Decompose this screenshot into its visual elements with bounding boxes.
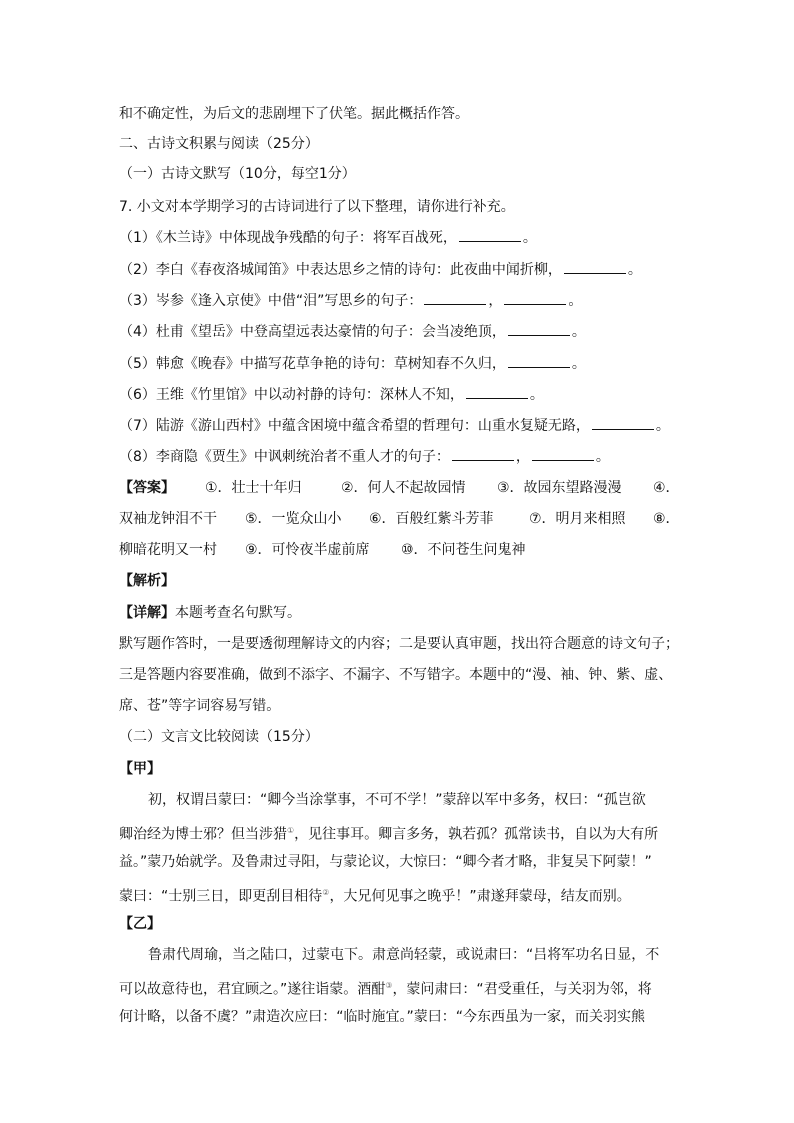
- answer-blank[interactable]: [424, 292, 486, 305]
- passage-label-yi: 【乙】: [119, 916, 161, 932]
- question-stem: 7. 小文对本学期学习的古诗词进行了以下整理，请你进行补充。: [119, 199, 515, 215]
- analysis-label: 【解析】: [119, 573, 175, 589]
- item-sep: ，: [488, 293, 503, 309]
- answer-label: 【答案】: [119, 480, 175, 496]
- passage-line: [119, 821, 658, 845]
- passage-text: 蒙曰：“士别三日，即更刮目相待: [119, 888, 323, 905]
- answer-blank[interactable]: [459, 229, 521, 242]
- passage-line: 鲁肃代周瑜，当之陆口，过蒙屯下。肃意尚轻蒙，或说肃曰：“吕将军功名日显，不: [148, 947, 660, 963]
- passage-text: ，大兄何见事之晚乎！”肃遂拜蒙母，结友而别。: [329, 888, 631, 905]
- list-item: [119, 291, 582, 311]
- answer-item: 双袖龙钟泪不干: [119, 511, 217, 527]
- passage-line: 初，权谓吕蒙曰：“卿今当涂掌事，不可不学！”蒙辞以军中多务，权曰：“孤岂欲: [148, 792, 646, 808]
- answer-blank[interactable]: [508, 323, 570, 336]
- answer-item: ⑦．明月来相照: [529, 511, 626, 527]
- detail-text: 本题考查名句默写。: [175, 605, 301, 621]
- item-end: 。: [655, 418, 670, 434]
- item-end: 。: [568, 293, 583, 309]
- answer-blank[interactable]: [504, 292, 566, 305]
- answer-blank[interactable]: [532, 448, 594, 461]
- detail-label: 【详解】: [119, 605, 175, 621]
- item-text: （5）韩愈《晚春》中描写花草争艳的诗句：草树知春不久归，: [119, 356, 506, 372]
- detail-line: [119, 603, 301, 623]
- item-text: （3）岑参《逢入京使》中借“泪”写思乡的句子：: [119, 293, 423, 309]
- answer-item: 柳暗花明又一村: [119, 542, 217, 558]
- answer-blank[interactable]: [592, 417, 654, 430]
- answer-item: ⑩．不问苍生问鬼神: [401, 542, 526, 558]
- answer-item: ①．壮士十年归: [205, 480, 302, 496]
- item-end: 。: [571, 356, 586, 372]
- passage-text: ，蒙问肃曰：“君受重任，与关羽为邻，将: [392, 981, 652, 998]
- passage-line: [119, 976, 652, 1000]
- item-end: 。: [571, 324, 586, 340]
- item-text: （4）杜甫《望岳》中登高望远表达豪情的句子：会当凌绝顶，: [119, 324, 506, 340]
- analysis-paragraph: 三是答题内容要准确，做到不添字、不漏字、不写错字。本题中的“漫、袖、钟、紫、虚、: [119, 667, 673, 683]
- item-text: （8）李商隐《贾生》中讽刺统治者不重人才的句子：: [119, 449, 450, 465]
- analysis-paragraph: 默写题作答时，一是要透彻理解诗文的内容；二是要认真审题，找出符合题意的诗文句子；: [119, 636, 679, 652]
- answer-item: ⑧．: [653, 511, 680, 527]
- list-item: [119, 260, 642, 280]
- answer-row: [119, 509, 680, 529]
- footnote-marker: ②: [322, 888, 330, 897]
- answer-blank[interactable]: [452, 448, 514, 461]
- footnote-marker: ①: [287, 826, 295, 835]
- answer-item: ⑨．可怜夜半虚前席: [245, 542, 370, 558]
- list-item: [119, 385, 544, 405]
- subsection-heading: （二）文言文比较阅读（15分）: [119, 729, 319, 745]
- section-heading: 二、古诗文积累与阅读（25分）: [119, 136, 319, 152]
- item-end: 。: [595, 449, 610, 465]
- passage-label-jia: 【甲】: [119, 761, 161, 777]
- answer-row: [119, 540, 674, 560]
- passage-line: 益。”蒙乃始就学。及鲁肃过寻阳，与蒙论议，大惊曰：“卿今者才略，非复吴下阿蒙！”: [119, 854, 652, 870]
- item-text: （1）《木兰诗》中体现战争残酷的句子：将军百战死，: [119, 230, 457, 246]
- answer-row: [119, 478, 680, 498]
- item-sep: ，: [515, 449, 530, 465]
- list-item: [119, 228, 537, 248]
- list-item: [119, 416, 670, 436]
- item-end: 。: [522, 230, 537, 246]
- passage-text: 卿治经为博士邪？但当涉猎: [119, 826, 287, 843]
- passage-line: [119, 883, 631, 907]
- answer-blank[interactable]: [564, 261, 626, 274]
- answer-item: ④．: [653, 480, 680, 496]
- subsection-heading: （一）古诗文默写（10分，每空1分）: [119, 166, 356, 182]
- item-text: （6）王维《竹里馆》中以动衬静的诗句：深林人不知，: [119, 387, 464, 403]
- list-item: [119, 447, 610, 467]
- item-end: 。: [529, 387, 544, 403]
- answer-item: ③．故园东望路漫漫: [497, 480, 622, 496]
- answer-item: ⑥．百般红紫斗芳菲: [369, 511, 494, 527]
- item-text: （2）李白《春夜洛城闻笛》中表达思乡之情的诗句：此夜曲中闻折柳，: [119, 262, 562, 278]
- passage-line: 何计略，以备不虞？”肃造次应曰：“临时施宜。”蒙曰：“今东西虽为一家，而关羽实熊: [119, 1009, 646, 1025]
- answer-blank[interactable]: [508, 355, 570, 368]
- answer-item: ②．何人不起故园情: [341, 480, 466, 496]
- item-end: 。: [627, 262, 642, 278]
- list-item: [119, 354, 586, 374]
- passage-text: 可以故意待也，君宜顾之。”遂往诣蒙。酒酣: [119, 981, 386, 998]
- item-text: （7）陆游《游山西村》中蕴含困境中蕴含希望的哲理句：山重水复疑无路，: [119, 418, 590, 434]
- passage-text: ，见往事耳。卿言多务，孰若孤？孤常读书，自以为大有所: [294, 826, 659, 843]
- footnote-marker: ③: [385, 981, 393, 990]
- answer-item: ⑤．一览众山小: [245, 511, 342, 527]
- analysis-paragraph: 席、苍”等字词容易写错。: [119, 698, 281, 714]
- list-item: [119, 322, 586, 342]
- answer-blank[interactable]: [466, 386, 528, 399]
- text-line: 和不确定性，为后文的悲剧埋下了伏笔。据此概括作答。: [119, 106, 469, 122]
